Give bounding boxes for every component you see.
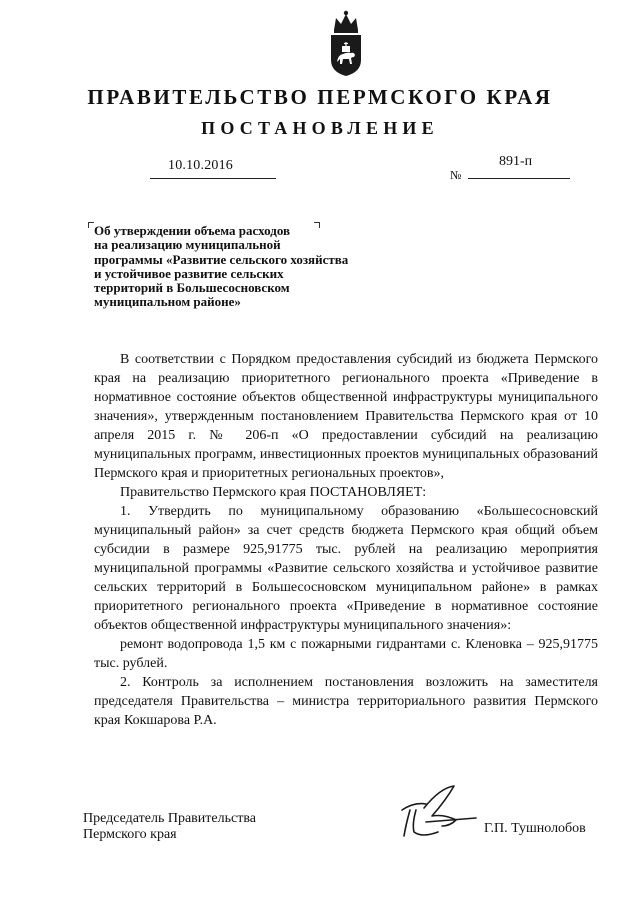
document-body [94,350,598,730]
subject-line: и устойчивое развитие сельских [94,265,284,281]
perm-krai-coat-of-arms-icon [327,8,365,78]
item-1-detail-paragraph: ремонт водопровода 1,5 км с пожарными гидрантами с. Кленовка – 925,91775 тыс. рублей. [94,637,598,671]
document-date: 10.10.2016 [168,158,233,173]
position-line: Пермского края [83,827,177,842]
resolution-clause: Правительство Пермского края ПОСТАНОВЛЯЕТ: [120,485,427,500]
item-2-paragraph: 2. Контроль за исполнением постановления возложить на заместителя председателя Правительства – министра территориального развития Пермского края Кокшарова Р.А. [94,675,598,728]
document-subject [94,224,394,310]
preamble-paragraph: В соответствии с Порядком предоставления субсидий из бюджета Пермского края на реализацию приоритетного регионального проекта «Приведение в нормативное состояние объектов общественной инфраструктуры муниципального значения», утвержденным постановлением Правительства Пермского края от 10 апреля 2015 г. № 206-п «О предоставлении субсидий на реализацию муниципальных программ, инвестиционных проектов муниципальных образований Пермского края и приоритетных региональных проектов», [94,352,598,481]
signatory-position [83,811,256,843]
document-number: 891-п [499,154,533,169]
subject-line: программы «Развитие сельского хозяйства [94,251,349,267]
document-type: ПОСТАНОВЛЕНИЕ [201,118,439,138]
item-1-paragraph: 1. Утвердить по муниципальному образованию «Большесосновский муниципальный район» за счет средств бюджета Пермского края общий объем субсидии в размере 925,91775 тыс. рублей на реализацию мероприятия муниципальной программы «Развитие сельского хозяйства и устойчивое развитие сельских территорий в Большесосновском муниципальном районе» в рамках приоритетного регионального проекта «Приведение в нормативное состояние объектов общественной инфраструктуры муниципального значения»: [94,504,598,633]
number-underline [468,178,570,179]
signatory-name: Г.П. Тушнолобов [484,821,586,836]
subject-line: муниципальном районе» [94,294,241,310]
subject-line: Об утверждении объема расходов [94,223,291,238]
handwritten-signature-icon [392,780,478,842]
position-line: Председатель Правительства [83,811,256,826]
subject-line: на реализацию муниципальной [94,237,281,253]
date-underline [150,178,276,179]
subject-line: территорий в Большесосновском [94,280,290,296]
government-title: ПРАВИТЕЛЬСТВО ПЕРМСКОГО КРАЯ [87,85,553,109]
number-sign: № [450,168,462,182]
